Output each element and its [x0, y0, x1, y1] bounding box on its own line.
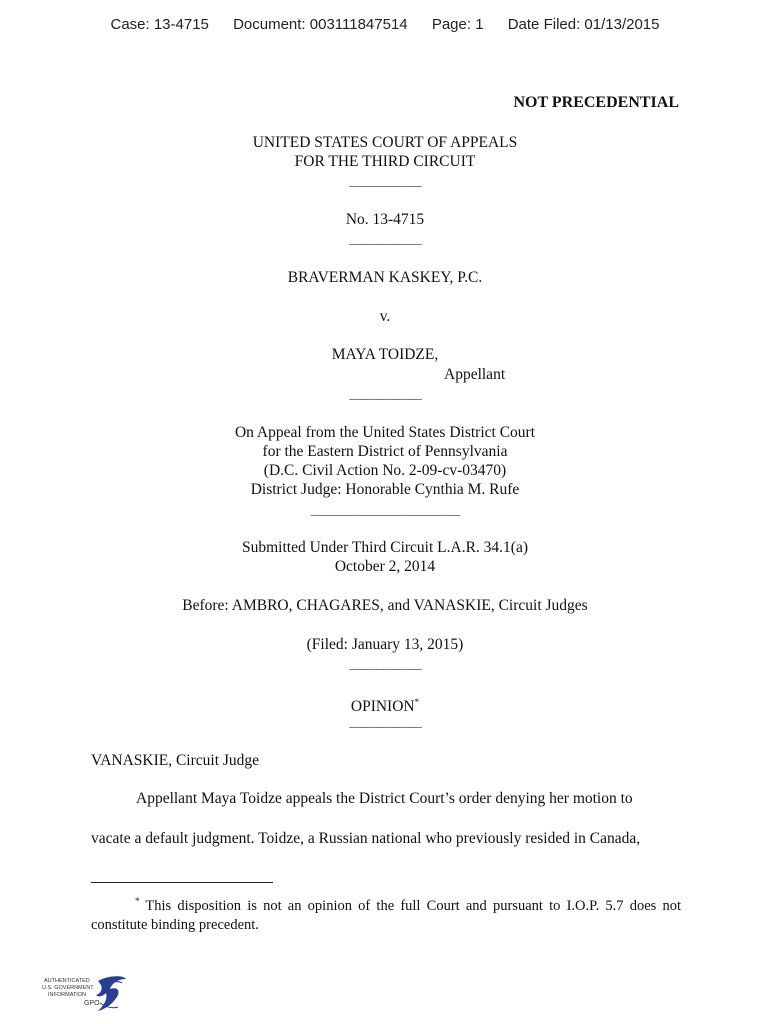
divider-5: _____________	[349, 656, 421, 671]
logo-line-1: AUTHENTICATED	[44, 978, 90, 984]
divider-3: _____________	[349, 386, 421, 401]
filing-header	[0, 16, 770, 33]
divider-4: ___________________________	[310, 502, 460, 517]
appeal-line-1: On Appeal from the United States District Court	[234, 424, 536, 441]
defendant-name: MAYA TOIDZE,	[331, 346, 439, 363]
appellant-role: Appellant	[444, 366, 506, 383]
appeal-line-2: for the Eastern District of Pennsylvania	[262, 443, 508, 460]
filed-date: (Filed: January 13, 2015)	[306, 636, 464, 653]
appeal-line-3: (D.C. Civil Action No. 2-09-cv-03470)	[263, 462, 507, 479]
footnote	[91, 892, 681, 935]
submitted-block	[0, 538, 770, 576]
submitted-line-1: Submitted Under Third Circuit L.A.R. 34.1(a)	[242, 539, 528, 556]
footnote-text: This disposition is not an opinion of the full Court and pursuant to I.O.P. 5.7 does not constitute binding precedent.	[91, 897, 681, 933]
case-number: No. 13-4715	[345, 211, 425, 228]
versus: v.	[379, 308, 391, 325]
header-case: Case: 13-4715	[110, 16, 209, 33]
precedential-status: NOT PRECEDENTIAL	[513, 94, 679, 111]
gpo-eagle-icon	[42, 973, 132, 1017]
body-line-2: vacate a default judgment. Toidze, a Russian national who previously resided in Canada,	[91, 830, 641, 847]
logo-line-3: INFORMATION	[48, 992, 87, 998]
header-document: Document: 003111847514	[233, 16, 408, 33]
opinion-author: VANASKIE, Circuit Judge	[91, 752, 260, 769]
footnote-separator	[91, 882, 273, 883]
court-line-1: UNITED STATES COURT OF APPEALS	[252, 134, 518, 151]
opinion-title	[0, 693, 770, 716]
divider-1: _____________	[349, 173, 421, 188]
header-date-filed: Date Filed: 01/13/2015	[507, 16, 660, 33]
logo-line-4: GPO	[84, 1000, 100, 1007]
appeal-block	[0, 423, 770, 499]
logo-line-2: U.S. GOVERNMENT	[42, 985, 94, 991]
divider-6: _____________	[349, 714, 421, 729]
court-line-2: FOR THE THIRD CIRCUIT	[294, 153, 476, 170]
plaintiff-name: BRAVERMAN KASKEY, P.C.	[287, 269, 483, 286]
footnote-marker: *	[135, 896, 140, 906]
panel-judges: Before: AMBRO, CHAGARES, and VANASKIE, Circuit Judges	[182, 597, 588, 614]
appeal-line-4: District Judge: Honorable Cynthia M. Rufe	[250, 481, 520, 498]
gpo-authentication-logo	[42, 973, 132, 1017]
submitted-line-2: October 2, 2014	[334, 558, 436, 575]
header-page: Page: 1	[431, 16, 484, 33]
opinion-footnote-marker[interactable]: *	[414, 697, 420, 707]
court-name	[0, 133, 770, 171]
divider-2: _____________	[349, 231, 421, 246]
body-line-1: Appellant Maya Toidze appeals the District Court’s order denying her motion to	[136, 790, 633, 807]
opinion-label: OPINION	[350, 698, 415, 716]
